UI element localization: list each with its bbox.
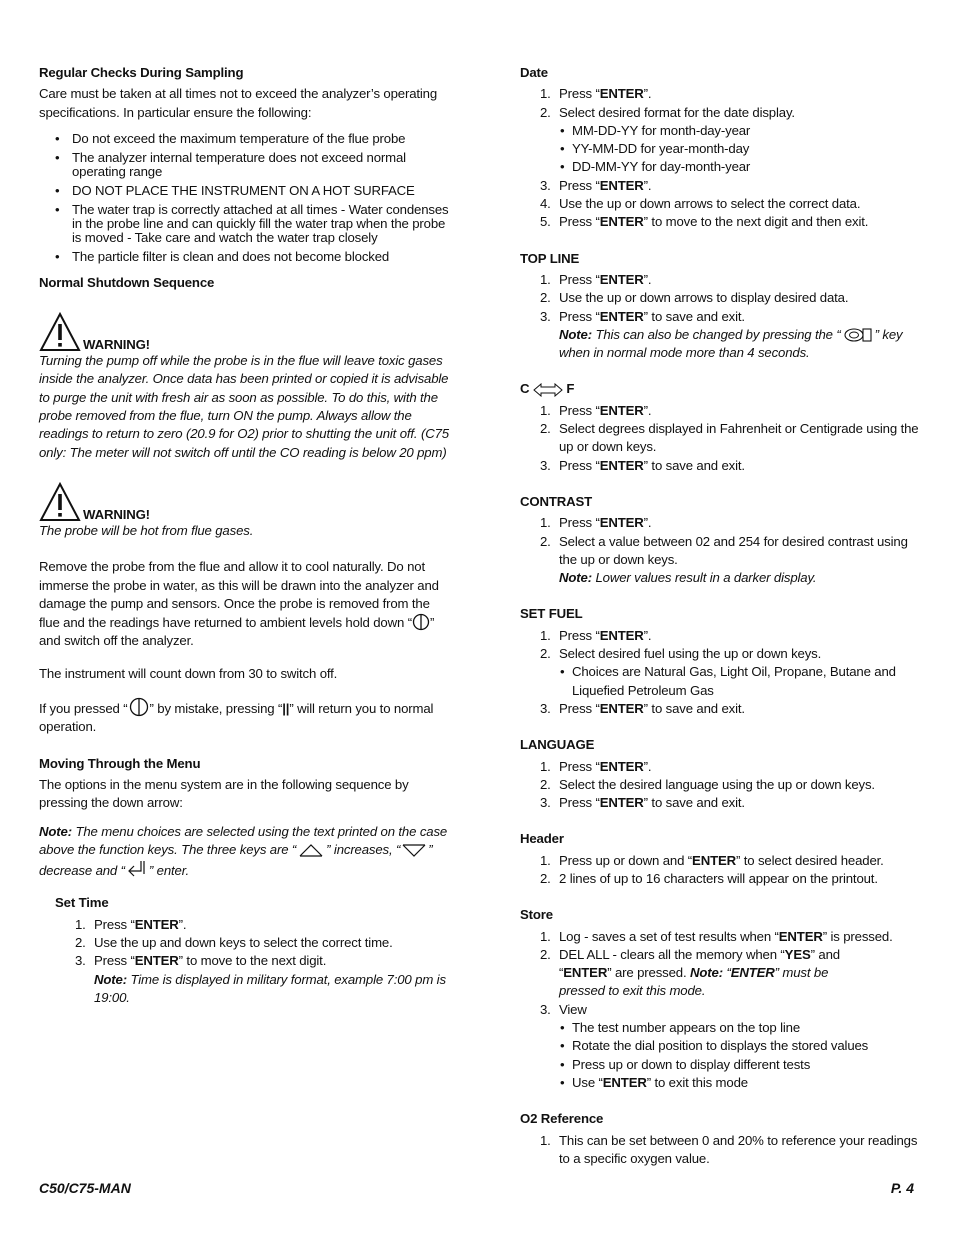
paragraph <box>39 697 449 737</box>
text-run: The menu choices are selected using the text printed on the case above the function keys. The three keys are “ <box>39 823 448 857</box>
section-heading: CONTRAST <box>520 493 593 509</box>
c-f-section <box>520 380 920 474</box>
paragraph: Care must be taken at all times not to exceed the analyzer’s operating specifications. In particular ensure the following: <box>39 86 438 120</box>
list-item: • The water trap is correctly attached at all times - Water condenses in the probe line and can quickly fill the water trap when the probe is moved - Take care and watch the water trap closely <box>39 203 449 245</box>
step-note: Note: This can also be changed by pressing the “ ” key when in normal mode more than 4 seconds. <box>559 326 903 361</box>
section-heading: SET FUEL <box>520 606 583 622</box>
list-item: 1. Press “ENTER”. <box>540 86 652 102</box>
warning-triangle-icon <box>39 312 81 352</box>
list-item: 2. Select a value between 02 and 254 for desired contrast using the up or down keys. Note: Lower values result in a darker display. <box>540 533 908 586</box>
power-icon <box>412 613 430 631</box>
text-run: Remove the probe from the flue and allow it to cool naturally. Do not immerse the probe in water, as this will be drawn into the analyzer and damage the pump and sensors. Once the probe is removed from the flue and the readings have returned to ambient levels hold down “ <box>39 559 439 631</box>
list-item: 3. Press “ENTER” to move to the next digit. Note: Time is displayed in military format, example 7:00 pm is 19:00. <box>75 953 446 1005</box>
set-time-section <box>55 894 449 1007</box>
section-heading: Regular Checks During Sampling <box>39 65 244 80</box>
list-item: 3. View • The test number appears on the top line • Rotate the dial position to displays the stored values • Press up or down to display different tests • Use “ENTER” to exit this mode <box>520 1001 920 1092</box>
list-item: 1. Press “ENTER”. <box>540 402 652 418</box>
steps-list <box>520 402 920 475</box>
warning-header <box>39 312 449 352</box>
steps-list <box>520 928 920 1093</box>
list-item: • Choices are Natural Gas, Light Oil, Propane, Butane and Liquefied Petroleum Gas <box>559 663 920 700</box>
text-run: ” will return you to normal operation. <box>39 701 434 735</box>
store-section <box>520 906 920 1092</box>
view-list <box>559 1019 920 1092</box>
warning-text: The probe will be hot from flue gases. <box>39 522 254 538</box>
list-item: 1. Press “ENTER”. <box>540 758 652 774</box>
section-heading: TOP LINE <box>520 250 580 266</box>
section-heading: Moving Through the Menu <box>39 755 201 771</box>
steps-list <box>520 627 920 718</box>
power-icon <box>128 697 150 717</box>
step-note: Note: Lower values result in a darker display. <box>559 570 817 586</box>
checks-list <box>39 132 449 264</box>
list-item: • DO NOT PLACE THE INSTRUMENT ON A HOT SURFACE <box>39 184 449 198</box>
list-item: 1. Press “ENTER”. <box>540 271 652 287</box>
section-heading: O2 Reference <box>520 1111 604 1127</box>
warning-header <box>39 482 449 522</box>
steps-list <box>520 85 920 231</box>
list-item: 2. Use the up and down keys to select the correct time. <box>75 935 393 951</box>
steps-list <box>55 916 449 1007</box>
list-item: 2. Select the desired language using the up or down keys. <box>540 776 875 792</box>
text-run: ” by mistake, pressing “ <box>149 701 283 717</box>
fuel-list <box>559 663 920 700</box>
top-line-section <box>520 250 920 363</box>
steps-list <box>520 1132 920 1169</box>
steps-list <box>520 758 920 813</box>
text-run: If you pressed “ <box>39 701 128 717</box>
steps-list <box>520 271 920 362</box>
warning-text: Turning the pump off while the probe is in the flue will leave toxic gases inside the analyzer. Once data has been printed or copied it is advisable to purge the unit with fresh air as soon as possible. To do this, with the probe removed from the flue, turn ON the pump. Always allow the readings to return to zero (20.9 for O2) prior to shutting the unit off. (C75 only: The meter will not switch off until the CO reading is below 20 ppm) <box>39 353 449 460</box>
list-item: • The particle filter is clean and does not become blocked <box>39 250 449 264</box>
list-item: 4. Use the up or down arrows to select the correct data. <box>540 196 861 212</box>
list-item: 1. Press “ENTER”. <box>540 627 652 643</box>
list-item: • Use “ENTER” to exit this mode <box>559 1074 920 1092</box>
list-item: • Do not exceed the maximum temperature of the flue probe <box>39 132 449 146</box>
text-run: ” increases, “ <box>326 841 401 857</box>
section-heading: LANGUAGE <box>520 737 595 753</box>
steps-list <box>520 514 920 587</box>
list-item: • DD-MM-YY for day-month-year <box>559 158 920 176</box>
pause-icon: || <box>282 701 290 717</box>
down-arrow-icon <box>400 842 428 858</box>
footer-page-number: P. 4 <box>890 1180 914 1196</box>
double-arrow-icon <box>533 383 563 397</box>
light-key-icon <box>841 327 875 343</box>
list-item: 2. DEL ALL - clears all the memory when “YES” and “ENTER” are pressed. Note: “ENTER” must be pressed to exit this mode. <box>540 946 840 999</box>
contrast-section <box>520 493 920 587</box>
list-item: • Rotate the dial position to displays the stored values <box>559 1037 920 1055</box>
header-section <box>520 830 920 888</box>
warning-label: WARNING! <box>83 506 150 522</box>
warning-triangle-icon <box>39 482 81 522</box>
paragraph <box>39 558 449 650</box>
text-run: ” enter. <box>148 863 189 879</box>
warning-label: WARNING! <box>83 337 150 353</box>
list-item: • YY-MM-DD for year-month-day <box>559 140 920 158</box>
left-column <box>39 64 449 1007</box>
menu-note <box>39 823 449 881</box>
section-heading: Set Time <box>55 895 109 911</box>
list-item: 1. Log - saves a set of test results when “ENTER” is pressed. <box>540 928 893 944</box>
list-item: 5. Press “ENTER” to move to the next digit and then exit. <box>540 214 869 230</box>
list-item: 2. Select degrees displayed in Fahrenheit or Centigrade using the up or down keys. <box>540 421 919 455</box>
section-heading: Store <box>520 907 553 923</box>
paragraph: The instrument will count down from 30 to switch off. <box>39 665 338 681</box>
text-run: ” decrease and “ <box>39 841 433 879</box>
list-item: 1. Press up or down and “ENTER” to select desired header. <box>540 852 884 868</box>
list-item: 2. Select desired format for the date display. • MM-DD-YY for month-day-year • YY-MM-DD for year-month-day • DD-MM-YY for day-month-year <box>520 104 920 177</box>
list-item: 2. Select desired fuel using the up or down keys. • Choices are Natural Gas, Light Oil, Propane, Butane and Liquefied Petroleum Gas <box>520 645 920 700</box>
list-item: 3. Press “ENTER” to save and exit. <box>540 700 745 716</box>
footer-doc-id: C50/C75-MAN <box>39 1180 131 1196</box>
section-heading: Header <box>520 831 564 847</box>
menu-section <box>39 755 449 881</box>
right-column <box>520 64 920 1168</box>
step-note: Note: Time is displayed in military format, example 7:00 pm is 19:00. <box>94 971 446 1005</box>
enter-icon <box>125 859 149 879</box>
date-section <box>520 64 920 232</box>
format-list <box>559 122 920 177</box>
list-item: 1. Press “ENTER”. <box>75 916 187 932</box>
language-section <box>520 736 920 812</box>
set-fuel-section <box>520 605 920 718</box>
list-item: 2. Use the up or down arrows to display desired data. <box>540 290 849 306</box>
list-item: • The analyzer internal temperature does not exceed normal operating range <box>39 151 449 179</box>
list-item: 3. Press “ENTER” to save and exit. <box>540 457 745 473</box>
section-heading: Normal Shutdown Sequence <box>39 274 215 290</box>
list-item: 3. Press “ENTER”. <box>540 177 652 193</box>
steps-list <box>520 852 920 889</box>
list-item: • The test number appears on the top line <box>559 1019 920 1037</box>
text-run: ” and switch off the analyzer. <box>39 615 435 649</box>
list-item: • Press up or down to display different tests <box>559 1056 920 1074</box>
list-item: • MM-DD-YY for month-day-year <box>559 122 920 140</box>
section-heading: C F <box>520 381 575 397</box>
list-item: 3. Press “ENTER” to save and exit. Note: This can also be changed by pressing the “ ” key when in normal mode more than 4 seconds. <box>540 308 903 361</box>
paragraph: The options in the menu system are in the following sequence by pressing the down arrow: <box>39 776 409 811</box>
regular-checks-section <box>39 64 449 264</box>
section-heading: Date <box>520 65 548 80</box>
up-arrow-icon <box>296 842 326 858</box>
list-item: 3. Press “ENTER” to save and exit. <box>540 795 745 811</box>
list-item: 1. This can be set between 0 and 20% to reference your readings to a specific oxygen value. <box>540 1132 918 1166</box>
shutdown-section <box>39 274 449 737</box>
note-label: Note: <box>39 823 72 839</box>
list-item: 1. Press “ENTER”. <box>540 515 652 531</box>
list-item: 2. 2 lines of up to 16 characters will appear on the printout. <box>540 870 878 886</box>
o2-reference-section <box>520 1110 920 1168</box>
